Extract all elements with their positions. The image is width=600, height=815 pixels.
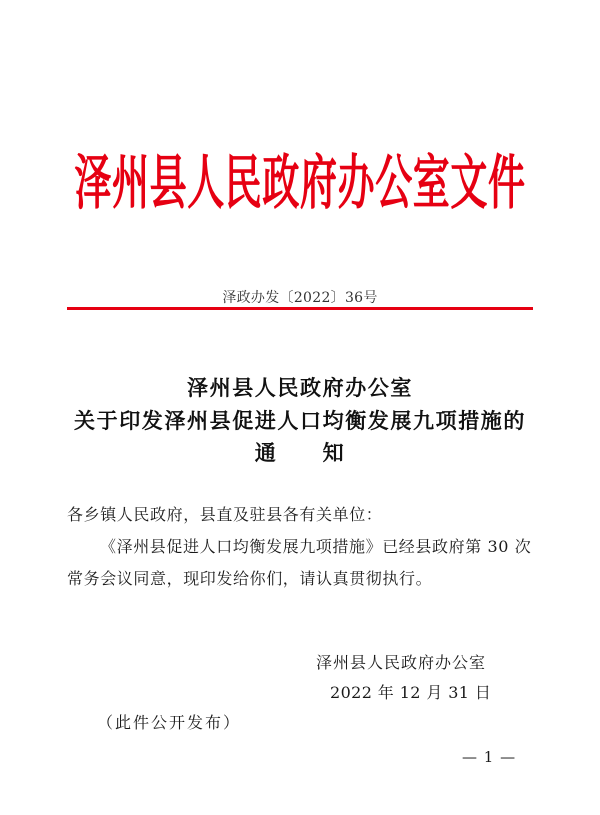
page-number: — 1 — [462,748,517,766]
salutation: 各乡镇人民政府，县直及驻县各有关单位： [67,505,383,524]
document-number: 泽政办发〔2022〕36号 [222,290,378,306]
publication-note: （此件公开发布） [97,713,242,732]
notice-title-line-3: 通 知 [254,440,346,465]
notice-title-line-1: 泽州县人民政府办公室 [187,375,413,400]
document-header-title: 泽州县人民政府办公室文件 [74,146,526,218]
body-paragraph-line-2: 常务会议同意，现印发给你们，请认真贯彻执行。 [67,569,433,588]
notice-title-line-2: 关于印发泽州县促进人口均衡发展九项措施的 [74,408,526,433]
body-paragraph-line-1: 《泽州县促进人口均衡发展九项措施》已经县政府第 30 次 [100,537,532,556]
signature-organization: 泽州县人民政府办公室 [316,653,487,672]
header-divider [67,307,533,310]
signature-date: 2022 年 12 月 31 日 [330,683,492,702]
